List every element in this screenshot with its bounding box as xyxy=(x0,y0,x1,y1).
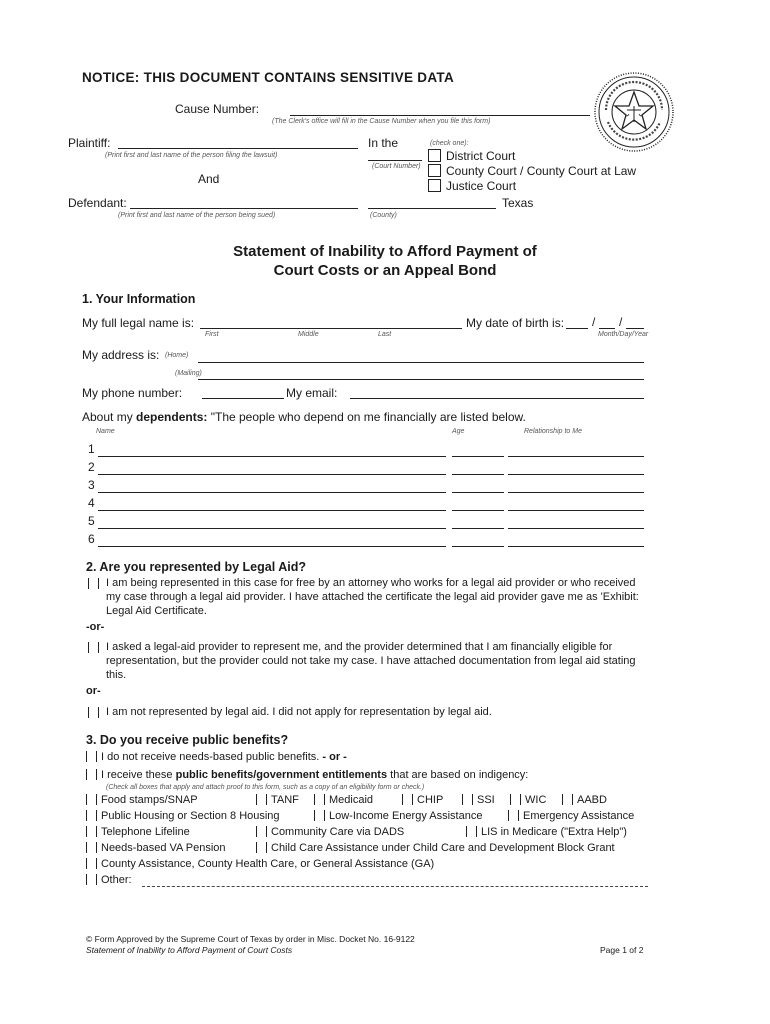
dob-day-field[interactable] xyxy=(599,328,615,329)
seal-icon xyxy=(592,70,676,154)
dependent-age-field[interactable] xyxy=(452,474,504,475)
dependents-intro xyxy=(82,410,526,424)
checkbox[interactable] xyxy=(256,826,267,837)
benefit-option[interactable] xyxy=(510,794,546,806)
benefit-label: Needs-based VA Pension xyxy=(101,842,226,854)
benefit-option[interactable] xyxy=(256,794,299,806)
dependent-age-field[interactable] xyxy=(452,528,504,529)
and-label: And xyxy=(198,172,220,186)
checkbox[interactable] xyxy=(88,707,99,718)
benefit-label: Medicaid xyxy=(329,794,374,806)
defendant-label: Defendant: xyxy=(68,196,127,210)
benefit-label: Other: xyxy=(101,874,132,886)
checkbox[interactable] xyxy=(86,874,97,885)
email-label: My email: xyxy=(286,386,338,400)
home-address-hint: (Home) xyxy=(165,352,189,359)
dependent-relationship-field[interactable] xyxy=(508,528,644,529)
checkbox[interactable] xyxy=(256,842,267,853)
checkbox[interactable] xyxy=(86,842,97,853)
form-title-line1: Statement of Inability to Afford Payment of xyxy=(233,243,537,260)
checkbox[interactable] xyxy=(428,179,441,192)
row-number: 3 xyxy=(88,478,95,492)
in-the-label: In the xyxy=(368,136,399,150)
dependents-bold: dependents: xyxy=(136,410,208,424)
plaintiff-field[interactable] xyxy=(118,148,358,149)
table-row xyxy=(88,460,648,478)
plaintiff-label: Plaintiff: xyxy=(68,136,111,150)
dob-separator: / xyxy=(619,315,623,329)
or-separator: or- xyxy=(86,685,101,697)
full-name-field[interactable] xyxy=(200,328,462,329)
court-number-field[interactable] xyxy=(368,160,422,161)
dob-label: My date of birth is: xyxy=(466,316,565,330)
court-option-district[interactable] xyxy=(428,149,515,163)
court-option-label: Justice Court xyxy=(446,179,517,193)
benefit-label: LIS in Medicare ("Extra Help") xyxy=(481,826,627,838)
option-text: I do not receive needs-based public benefits. xyxy=(101,751,320,763)
phone-field[interactable] xyxy=(202,398,284,399)
dob-year-field[interactable] xyxy=(626,328,644,329)
checkbox[interactable] xyxy=(314,794,325,805)
option-text-bold: public benefits/government entitlements xyxy=(175,769,388,781)
benefit-label: Public Housing or Section 8 Housing xyxy=(101,810,280,822)
checkbox[interactable] xyxy=(88,642,99,653)
table-row xyxy=(88,496,648,514)
col-relationship-hint: Relationship to Me xyxy=(524,428,582,435)
dependent-name-field[interactable] xyxy=(98,510,446,511)
dob-month-field[interactable] xyxy=(566,328,588,329)
notice-heading: NOTICE: THIS DOCUMENT CONTAINS SENSITIVE DATA xyxy=(82,70,455,85)
benefit-option[interactable] xyxy=(86,826,190,838)
dependent-name-field[interactable] xyxy=(98,456,446,457)
cause-number-hint: (The Clerk's office will fill in the Cause Number when you file this form) xyxy=(272,118,491,125)
table-row xyxy=(88,532,648,550)
row-number: 1 xyxy=(88,442,95,456)
checkbox[interactable] xyxy=(510,794,521,805)
option-text: that are based on indigency: xyxy=(390,769,529,781)
benefits-option-receive[interactable] xyxy=(86,768,528,782)
table-row xyxy=(88,478,648,496)
or-separator: - or - xyxy=(322,751,347,763)
dependent-relationship-field[interactable] xyxy=(508,492,644,493)
county-hint: (County) xyxy=(370,212,397,219)
full-name-label: My full legal name is: xyxy=(82,316,195,330)
footer-page-number: Page 1 of 2 xyxy=(600,945,644,955)
col-age-hint: Age xyxy=(452,428,465,435)
dependent-name-field[interactable] xyxy=(98,492,446,493)
checkbox[interactable] xyxy=(86,751,97,762)
checkbox[interactable] xyxy=(86,858,97,869)
benefit-option[interactable] xyxy=(314,810,482,822)
defendant-field[interactable] xyxy=(130,208,358,209)
checkbox[interactable] xyxy=(314,810,325,821)
dependents-prefix: About my xyxy=(82,410,133,424)
benefits-option-none[interactable] xyxy=(86,750,347,764)
benefit-option[interactable] xyxy=(86,794,198,806)
court-option-label: County Court / County Court at Law xyxy=(446,164,637,178)
row-number: 2 xyxy=(88,460,95,474)
checkbox[interactable] xyxy=(562,794,573,805)
last-name-hint: Last xyxy=(378,331,392,338)
benefit-option[interactable] xyxy=(86,810,280,822)
checkbox[interactable] xyxy=(428,149,441,162)
benefit-option[interactable] xyxy=(86,858,434,870)
form-title-line2: Court Costs or an Appeal Bond xyxy=(273,262,497,279)
checkbox[interactable] xyxy=(428,164,441,177)
row-number: 4 xyxy=(88,496,95,510)
mailing-address-hint: (Mailing) xyxy=(175,370,202,377)
checkbox[interactable] xyxy=(462,794,473,805)
phone-label: My phone number: xyxy=(82,386,183,400)
checkbox[interactable] xyxy=(402,794,413,805)
table-row xyxy=(88,514,648,532)
middle-name-hint: Middle xyxy=(298,331,319,338)
checkbox[interactable] xyxy=(508,810,519,821)
footer-approval: © Form Approved by the Supreme Court of Texas by order in Misc. Docket No. 16-9122 xyxy=(86,934,415,944)
benefit-option[interactable] xyxy=(402,794,443,806)
row-number: 5 xyxy=(88,514,95,528)
benefits-hint: (Check all boxes that apply and attach proof to this form, such as a copy of an eligibility form or check.) xyxy=(106,784,425,791)
dependents-table xyxy=(88,442,648,550)
dependent-age-field[interactable] xyxy=(452,492,504,493)
dependent-relationship-field[interactable] xyxy=(508,474,644,475)
legal-aid-option-none[interactable] xyxy=(86,705,648,719)
court-seal xyxy=(592,70,676,154)
benefit-option-other[interactable] xyxy=(86,874,132,886)
benefit-label: CHIP xyxy=(417,794,444,806)
benefit-option[interactable] xyxy=(256,826,404,838)
checkbox[interactable] xyxy=(86,810,97,821)
option-text: I asked a legal-aid provider to represent me, and the provider determined that I am financially eligible for representation, but the provider could not take my case. I have attached documentation from legal aid stating this. xyxy=(106,641,636,681)
court-option-justice[interactable] xyxy=(428,179,516,193)
section2-heading: 2. Are you represented by Legal Aid? xyxy=(86,560,306,574)
county-field[interactable] xyxy=(368,208,496,209)
footer-form-name: Statement of Inability to Afford Payment of Court Costs xyxy=(86,945,293,955)
or-separator: -or- xyxy=(86,621,105,633)
option-text: I am not represented by legal aid. I did not apply for representation by legal aid. xyxy=(106,706,492,718)
benefit-label: AABD xyxy=(577,794,607,806)
dependent-relationship-field[interactable] xyxy=(508,510,644,511)
texas-label: Texas xyxy=(502,196,534,210)
benefit-option[interactable] xyxy=(256,842,615,854)
checkbox[interactable] xyxy=(88,578,99,589)
col-name-hint: Name xyxy=(96,428,115,435)
court-option-county[interactable] xyxy=(428,164,636,178)
benefit-label: Community Care via DADS xyxy=(271,826,405,838)
option-text: I am being represented in this case for free by an attorney who works for a legal aid provider or who received my case through a legal aid provider. I have attached the certificate the legal aid provider gave me as 'Exhibit: Legal Aid Certificate. xyxy=(106,577,639,617)
cause-number-label: Cause Number: xyxy=(175,102,260,116)
dependents-text: "The people who depend on me financially are listed below. xyxy=(210,410,526,424)
option-text: I receive these xyxy=(101,769,173,781)
benefit-label: Telephone Lifeline xyxy=(101,826,190,838)
dependent-name-field[interactable] xyxy=(98,528,446,529)
benefit-label: Emergency Assistance xyxy=(523,810,635,822)
court-number-hint: (Court Number) xyxy=(372,163,421,170)
dependent-name-field[interactable] xyxy=(98,546,446,547)
mailing-address-field[interactable] xyxy=(198,379,644,380)
dob-hint: Month/Day/Year xyxy=(598,331,649,338)
benefit-option[interactable] xyxy=(466,826,627,838)
checkbox[interactable] xyxy=(86,769,97,780)
benefit-label: WIC xyxy=(525,794,547,806)
dob-separator: / xyxy=(592,315,596,329)
checkbox[interactable] xyxy=(466,826,477,837)
cause-number-field[interactable] xyxy=(290,115,590,116)
email-field[interactable] xyxy=(350,398,644,399)
first-name-hint: First xyxy=(205,331,219,338)
benefit-option[interactable] xyxy=(508,810,634,822)
dependent-age-field[interactable] xyxy=(452,546,504,547)
benefit-label: Low-Income Energy Assistance xyxy=(329,810,483,822)
checkbox[interactable] xyxy=(256,794,267,805)
benefit-option[interactable] xyxy=(314,794,373,806)
legal-aid-option-represented[interactable] xyxy=(86,576,648,618)
legal-aid-option-denied[interactable] xyxy=(86,640,648,682)
home-address-field[interactable] xyxy=(198,362,644,363)
benefit-option[interactable] xyxy=(562,794,607,806)
dependent-age-field[interactable] xyxy=(452,456,504,457)
benefit-label: Food stamps/SNAP xyxy=(101,794,198,806)
address-label: My address is: xyxy=(82,348,160,362)
benefit-label: SSI xyxy=(477,794,495,806)
benefit-label: County Assistance, County Health Care, or General Assistance (GA) xyxy=(101,858,435,870)
section3-heading: 3. Do you receive public benefits? xyxy=(86,733,289,747)
dependent-relationship-field[interactable] xyxy=(508,456,644,457)
plaintiff-hint: (Print first and last name of the person filing the lawsuit) xyxy=(105,152,278,159)
court-option-label: District Court xyxy=(446,149,516,163)
defendant-hint: (Print first and last name of the person being sued) xyxy=(118,212,276,219)
table-row xyxy=(88,442,648,460)
benefit-option[interactable] xyxy=(86,842,226,854)
checkbox[interactable] xyxy=(86,794,97,805)
dependent-name-field[interactable] xyxy=(98,474,446,475)
dependent-relationship-field[interactable] xyxy=(508,546,644,547)
benefit-label: Child Care Assistance under Child Care and Development Block Grant xyxy=(271,842,615,854)
checkbox[interactable] xyxy=(86,826,97,837)
benefit-option[interactable] xyxy=(462,794,495,806)
section1-heading: 1. Your Information xyxy=(82,292,196,306)
check-one-hint: (check one): xyxy=(430,140,469,147)
dependent-age-field[interactable] xyxy=(452,510,504,511)
row-number: 6 xyxy=(88,532,95,546)
other-benefit-field[interactable] xyxy=(142,886,648,887)
benefit-label: TANF xyxy=(271,794,299,806)
